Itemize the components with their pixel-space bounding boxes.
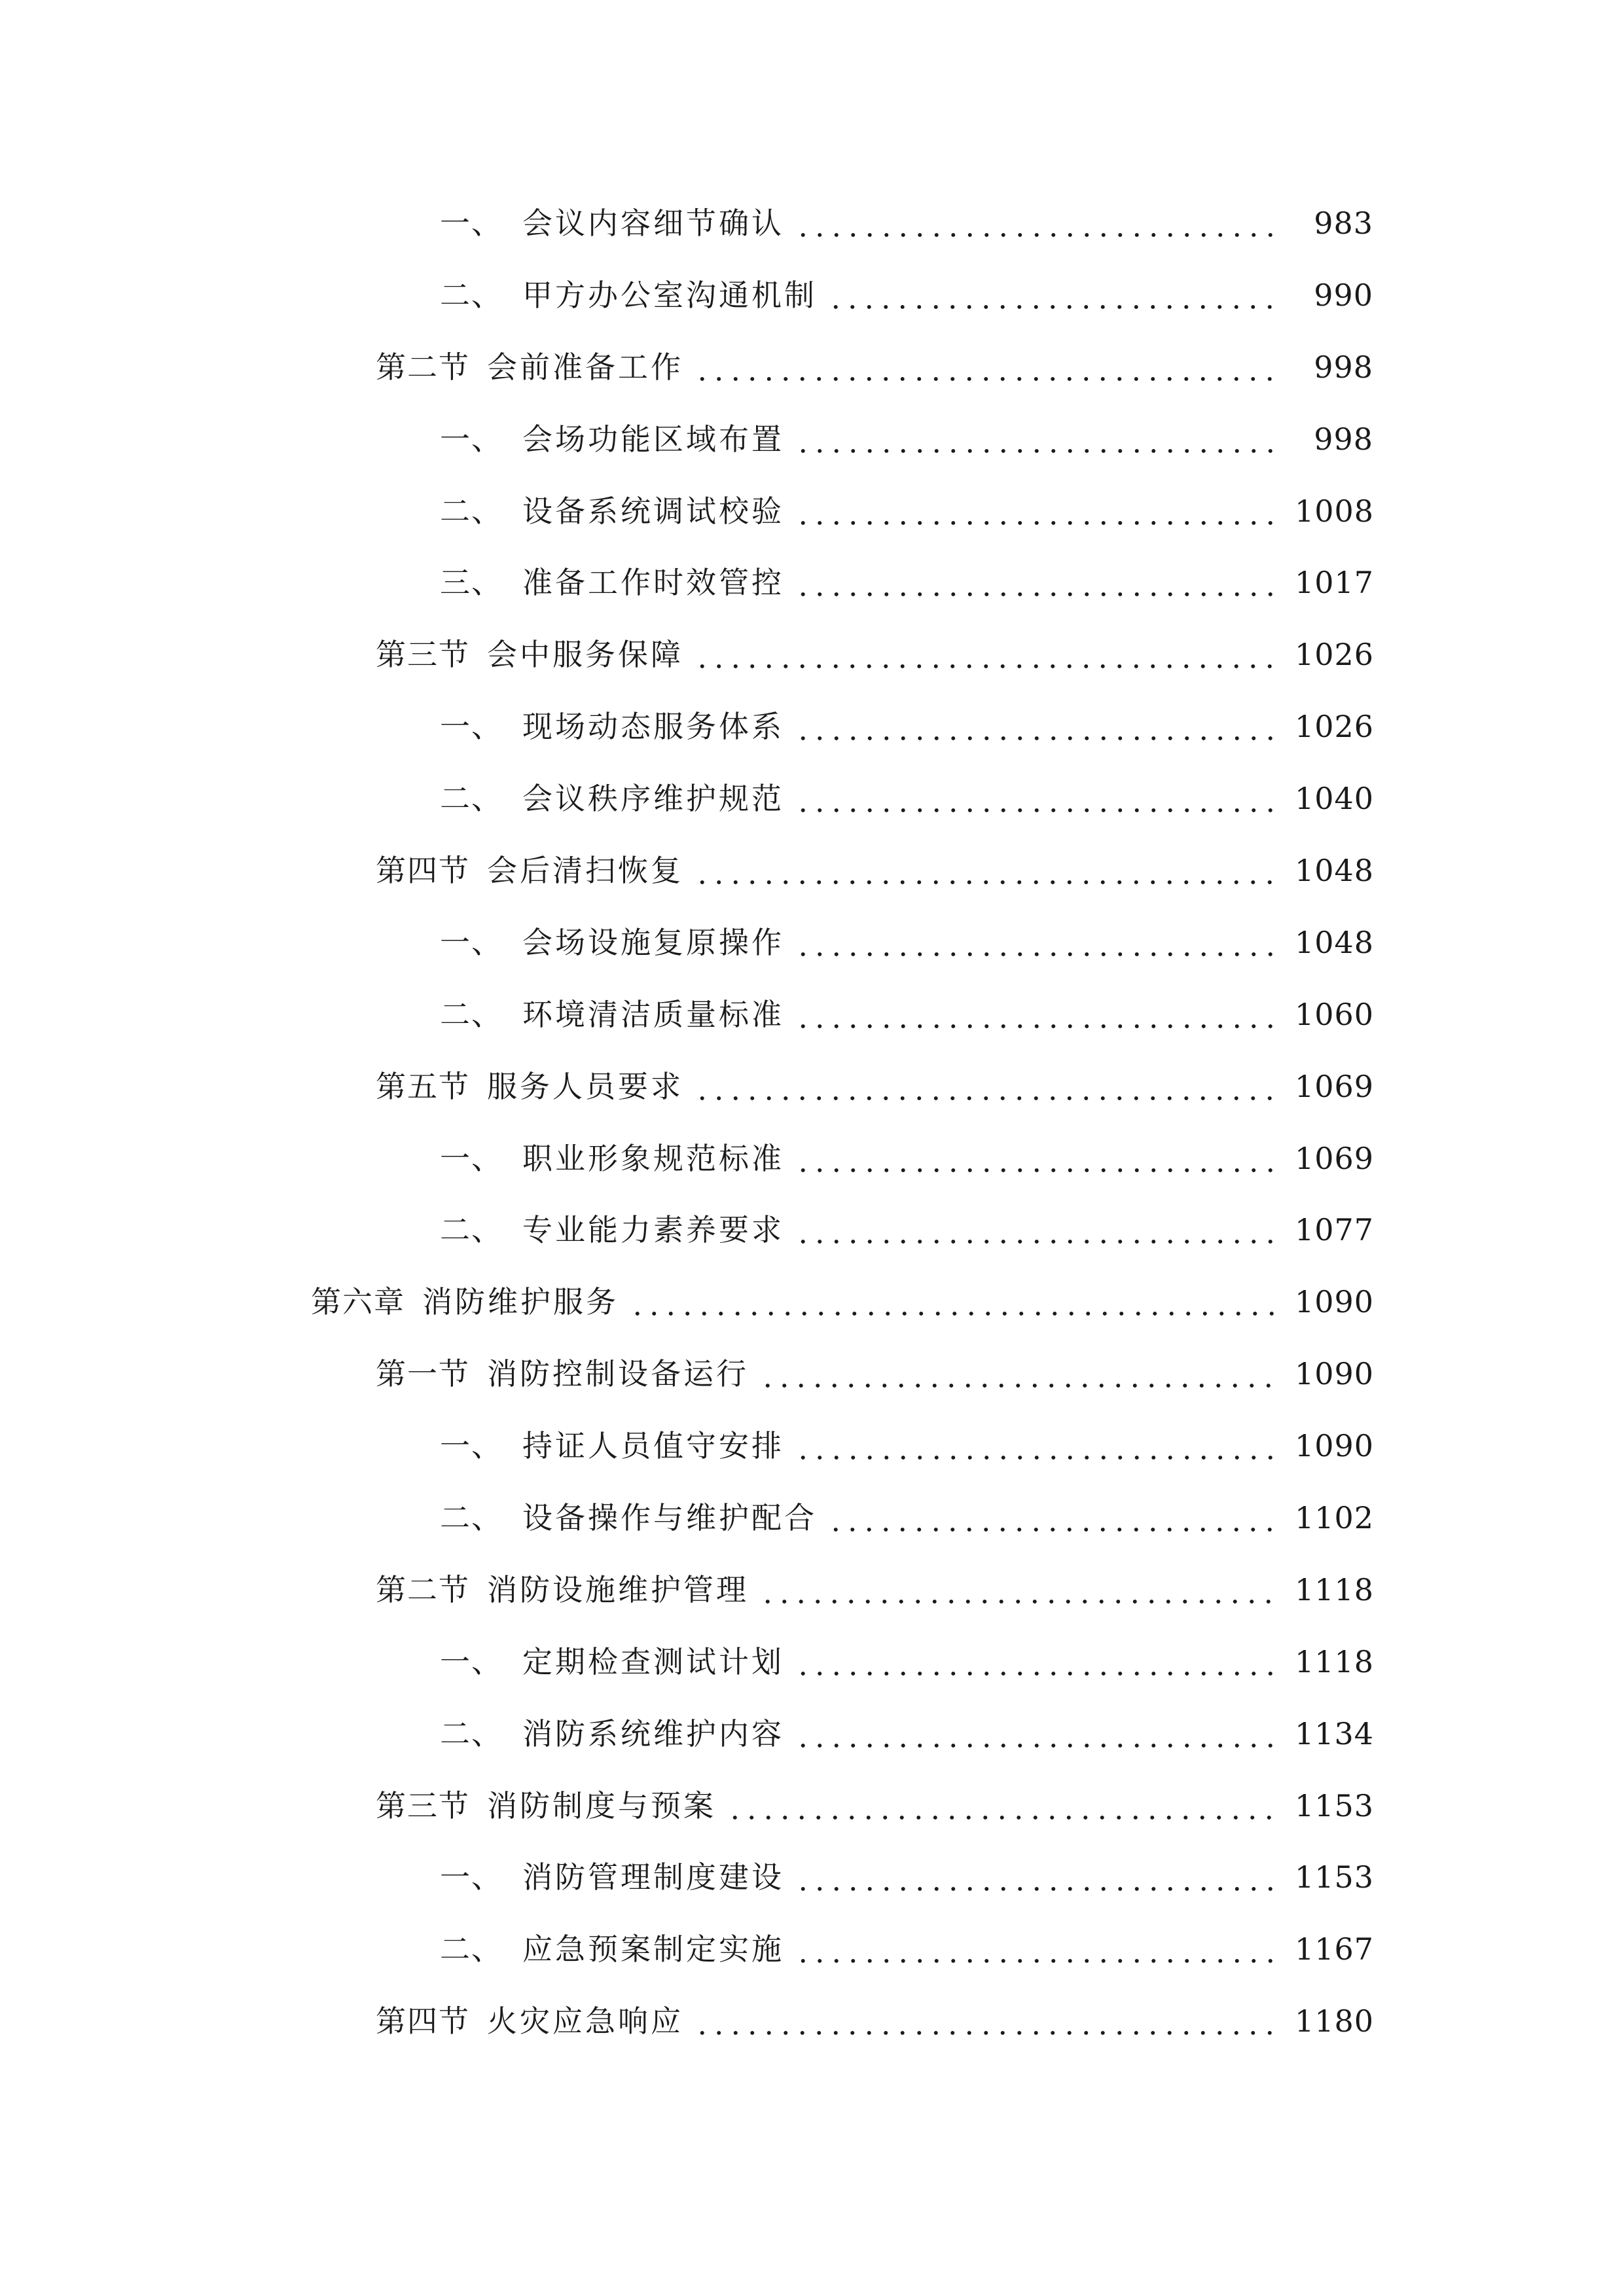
toc-entry-title[interactable]: 消防管理制度建设 (522, 1859, 784, 1895)
toc-entry-title[interactable]: 环境清洁质量标准 (522, 996, 784, 1032)
toc-page-number: 1069 (1295, 1068, 1375, 1104)
toc-entry-number: 一、 (440, 709, 503, 745)
toc-entry[interactable] (0, 1194, 1624, 1266)
dot-leader (795, 1143, 1282, 1174)
toc-entry[interactable] (0, 1554, 1624, 1626)
toc-entry-title[interactable]: 定期检查测试计划 (522, 1643, 784, 1679)
dot-leader (759, 1359, 1282, 1389)
toc-entry-number: 第二节 (376, 1571, 470, 1607)
toc-entry-title[interactable]: 应急预案制定实施 (522, 1931, 784, 1967)
dot-leader (795, 999, 1282, 1030)
dot-leader (629, 1287, 1282, 1317)
toc-entry-number: 二、 (440, 277, 503, 313)
toc-page-number: 1090 (1295, 1356, 1375, 1392)
toc-entry-title[interactable]: 会前准备工作 (487, 349, 683, 385)
toc-page-number: 1118 (1295, 1571, 1375, 1607)
toc-entry-number: 二、 (440, 996, 503, 1032)
dot-leader (795, 1647, 1282, 1677)
toc-entry-title[interactable]: 设备系统调试校验 (522, 493, 784, 529)
toc-entry[interactable] (0, 1338, 1624, 1410)
toc-entry-title[interactable]: 设备操作与维护配合 (522, 1499, 817, 1535)
toc-page-number: 1090 (1295, 1284, 1375, 1320)
toc-entry-title[interactable]: 火灾应急响应 (487, 2003, 683, 2039)
toc-entry-title[interactable]: 消防系统维护内容 (522, 1715, 784, 1751)
dot-leader (795, 567, 1282, 598)
toc-entry-title[interactable]: 持证人员值守安排 (522, 1428, 784, 1464)
dot-leader (795, 1719, 1282, 1749)
toc-entry[interactable] (0, 547, 1624, 619)
toc-entry-number: 一、 (440, 1643, 503, 1679)
table-of-contents (0, 187, 1624, 2057)
dot-leader (694, 2006, 1282, 2036)
toc-page-number: 1153 (1295, 1787, 1375, 1823)
toc-page-number: 1167 (1295, 1931, 1375, 1967)
toc-entry[interactable] (0, 978, 1624, 1050)
toc-page-number: 1048 (1295, 852, 1375, 888)
toc-entry-number: 第四节 (376, 2003, 470, 2039)
toc-page-number: 1026 (1295, 637, 1375, 673)
toc-entry[interactable] (0, 187, 1624, 259)
toc-entry-title[interactable]: 准备工作时效管控 (522, 565, 784, 601)
toc-entry-number: 二、 (440, 1499, 503, 1535)
toc-page-number: 1077 (1295, 1212, 1375, 1248)
toc-entry[interactable] (0, 834, 1624, 906)
dot-leader (795, 496, 1282, 526)
toc-entry-title[interactable]: 专业能力素养要求 (522, 1212, 784, 1248)
toc-page-number: 1017 (1295, 565, 1375, 601)
toc-entry-number: 一、 (440, 205, 503, 241)
toc-entry-number: 一、 (440, 924, 503, 960)
dot-leader (795, 783, 1282, 814)
toc-entry-number: 一、 (440, 1140, 503, 1176)
dot-leader (759, 1575, 1282, 1605)
toc-entry-title[interactable]: 消防控制设备运行 (487, 1356, 749, 1392)
toc-entry-title[interactable]: 会议秩序维护规范 (522, 781, 784, 817)
toc-page-number: 998 (1314, 349, 1373, 385)
toc-page-number: 1134 (1295, 1715, 1375, 1751)
toc-entry-number: 一、 (440, 421, 503, 457)
toc-page-number: 1048 (1295, 924, 1375, 960)
toc-entry-number: 二、 (440, 493, 503, 529)
toc-page-number: 1060 (1295, 996, 1375, 1032)
toc-entry-number: 第一节 (376, 1356, 470, 1392)
dot-leader (694, 855, 1282, 886)
toc-entry-number: 二、 (440, 781, 503, 817)
dot-leader (694, 1071, 1282, 1102)
toc-entry-number: 第三节 (376, 637, 470, 673)
toc-entry[interactable] (0, 906, 1624, 978)
toc-entry-number: 第五节 (376, 1068, 470, 1104)
toc-entry-number: 第二节 (376, 349, 470, 385)
toc-entry[interactable] (0, 331, 1624, 403)
dot-leader (827, 280, 1282, 310)
dot-leader (795, 1934, 1282, 1964)
toc-entry[interactable] (0, 1050, 1624, 1122)
toc-entry[interactable] (0, 1410, 1624, 1482)
toc-page-number: 983 (1314, 205, 1373, 241)
toc-page-number: 998 (1314, 421, 1373, 457)
toc-entry-title[interactable]: 甲方办公室沟通机制 (522, 277, 817, 313)
toc-entry-title[interactable]: 会场功能区域布置 (522, 421, 784, 457)
toc-entry-title[interactable]: 会后清扫恢复 (487, 852, 683, 888)
toc-page-number: 1180 (1295, 2003, 1375, 2039)
toc-entry-number: 第六章 (311, 1284, 405, 1320)
toc-page-number: 1118 (1295, 1643, 1375, 1679)
toc-entry[interactable] (0, 1482, 1624, 1554)
toc-page-number: 990 (1314, 277, 1373, 313)
dot-leader (795, 208, 1282, 238)
toc-entry[interactable] (0, 1122, 1624, 1194)
toc-entry-title[interactable]: 消防设施维护管理 (487, 1571, 749, 1607)
toc-entry[interactable] (0, 619, 1624, 691)
dot-leader (795, 1215, 1282, 1245)
toc-page-number: 1153 (1295, 1859, 1375, 1895)
toc-entry[interactable] (0, 762, 1624, 834)
toc-entry-title[interactable]: 现场动态服务体系 (522, 709, 784, 745)
toc-entry[interactable] (0, 475, 1624, 547)
dot-leader (795, 711, 1282, 742)
toc-entry-title[interactable]: 消防维护服务 (422, 1284, 619, 1320)
toc-entry[interactable] (0, 1841, 1624, 1913)
toc-page-number: 1008 (1295, 493, 1375, 529)
toc-entry-number: 第三节 (376, 1787, 470, 1823)
toc-page-number: 1026 (1295, 709, 1375, 745)
toc-entry-number: 二、 (440, 1212, 503, 1248)
toc-entry[interactable] (0, 1770, 1624, 1842)
toc-entry[interactable] (0, 1913, 1624, 1985)
toc-entry-title[interactable]: 职业形象规范标准 (522, 1140, 784, 1176)
dot-leader (727, 1791, 1282, 1821)
toc-entry-number: 三、 (440, 565, 503, 601)
dot-leader (795, 1862, 1282, 1892)
toc-entry[interactable] (0, 1266, 1624, 1338)
toc-entry[interactable] (0, 1985, 1624, 2057)
toc-entry-title[interactable]: 服务人员要求 (487, 1068, 683, 1104)
dot-leader (694, 639, 1282, 670)
toc-page-number: 1090 (1295, 1428, 1375, 1464)
toc-page-number: 1102 (1295, 1499, 1375, 1535)
toc-entry[interactable] (0, 403, 1624, 475)
toc-entry-title[interactable]: 会中服务保障 (487, 637, 683, 673)
dot-leader (795, 1431, 1282, 1461)
dot-leader (795, 424, 1282, 454)
toc-entry-number: 二、 (440, 1931, 503, 1967)
toc-page-number: 1040 (1295, 781, 1375, 817)
toc-entry-number: 第四节 (376, 852, 470, 888)
toc-entry[interactable] (0, 1626, 1624, 1698)
toc-entry-title[interactable]: 消防制度与预案 (487, 1787, 716, 1823)
toc-entry-number: 二、 (440, 1715, 503, 1751)
dot-leader (795, 927, 1282, 958)
toc-page-number: 1069 (1295, 1140, 1375, 1176)
dot-leader (827, 1503, 1282, 1533)
toc-entry-title[interactable]: 会场设施复原操作 (522, 924, 784, 960)
toc-entry[interactable] (0, 259, 1624, 331)
toc-entry[interactable] (0, 691, 1624, 762)
toc-entry-number: 一、 (440, 1428, 503, 1464)
toc-entry[interactable] (0, 1698, 1624, 1770)
toc-entry-title[interactable]: 会议内容细节确认 (522, 205, 784, 241)
toc-entry-number: 一、 (440, 1859, 503, 1895)
dot-leader (694, 352, 1282, 382)
